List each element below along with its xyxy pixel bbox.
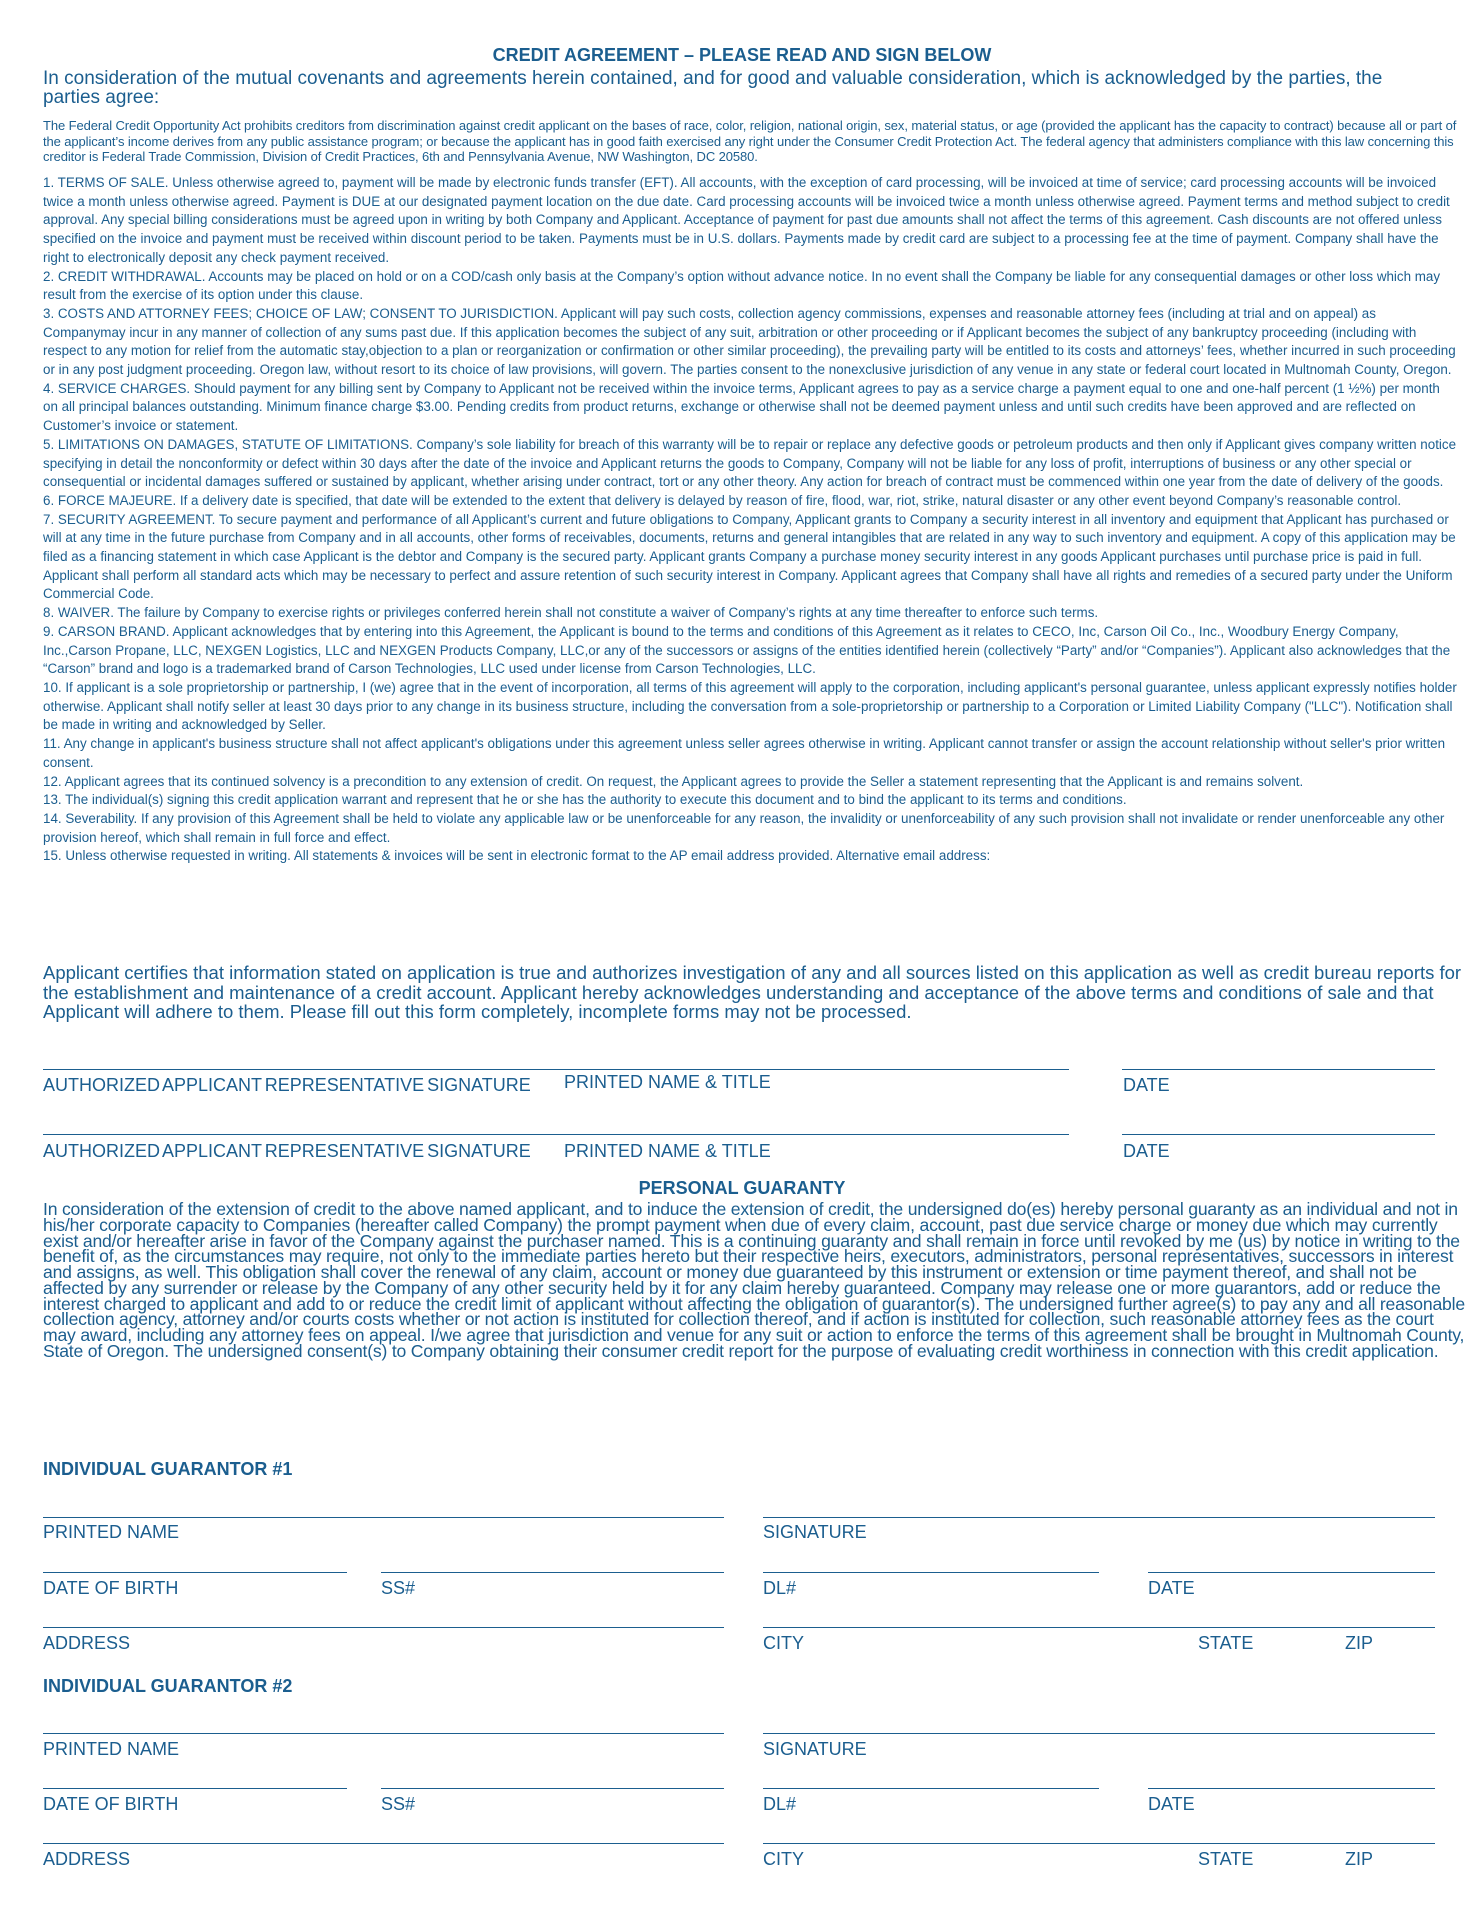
term-10: 10. If applicant is a sole proprietorship or partnership, I (we) agree that in the event of incorporation, all terms of this agreement will apply to the corporation, including applicant's personal guarantee, unless applicant expressly notifies holder otherwise. Applicant shall notify seller at least 30 days prior to any change in its business structure, including the conversation from a sole-proprietorship or partnership to a Corporation or Limited Liability Company ("LLC"). Notification shall be made in writing and acknowledged by Seller. (43, 679, 1457, 733)
term-14: 14. Severability. If any provision of this Agreement shall be held to violate any applicable law or be unenforceable for any reason, the invalidity or unenforceability of any such provision shall not invalidate or render unenforceable any other provision hereof, which shall remain in full force and effect. (43, 810, 1445, 845)
term-6: 6. FORCE MAJEURE. If a delivery date is specified, that date will be extended to the extent that delivery is delayed by reason of fire, flood, war, riot, strike, natural disaster or any other event beyond Company’s reasonable control. (43, 492, 1402, 508)
signature-label: SIGNATURE (763, 1739, 867, 1759)
date-line-2[interactable] (1122, 1134, 1435, 1135)
term-9: 9. CARSON BRAND. Applicant acknowledges that by entering into this Agreement, the Applicant is bound to the terms and conditions of this Agreement as it relates to CECO, Inc, Carson Oil Co., Inc., Woodbury Energy Company, Inc.,Carson Propane, LLC, NEXGEN Logistics, LLC and NEXGEN Products Company, LLC,or any of the successors or assigns of the entities identified herein (collectively “Party” and/or “Companies”). Applicant also acknowledges that the “Carson” brand and logo is a trademarked brand of Carson Technologies, LLC used under license from Carson Technologies, LLC. (43, 623, 1451, 677)
date-label: DATE (1148, 1794, 1195, 1814)
term-11: 11. Any change in applicant's business structure shall not affect applicant's obligations under this agreement unless seller agrees otherwise in writing. Applicant cannot transfer or assign the account relationship without seller's prior written consent. (43, 736, 1446, 770)
ss-line[interactable] (381, 1572, 724, 1573)
term-3: 3. COSTS AND ATTORNEY FEES; CHOICE OF LAW; CONSENT TO JURISDICTION. Applicant will pay such costs, collection agency commissions, expenses and reasonable attorney fees (including at trial and on appeal) as Companymay incur in any manner of collection of any sums past due. If this application becomes the subject of any suit, arbitration or other proceeding or if Applicant becomes the subject of any bankruptcy proceeding (including with respect to any motion for relief from the automatic stay,objection to a plan or reorganization or confirmation or other similar proceeding), the prevailing party will be entitled to its costs and attorneys’ fees, whether incurred in such proceeding or in any post judgment proceeding. Oregon law, without resort to its choice of law provisions, will govern. The parties consent to the nonexclusive jurisdiction of any venue in any state or federal court located in Multnomah County, Oregon. (43, 305, 1456, 378)
state-label: STATE (1198, 1633, 1254, 1653)
printed-name-label: PRINTED NAME (43, 1739, 180, 1759)
terms-list (43, 174, 1458, 866)
city-state-zip-line[interactable] (763, 1627, 1435, 1628)
dob-line[interactable] (43, 1788, 347, 1789)
ss-label: SS# (381, 1794, 416, 1814)
signature-line-1[interactable] (43, 1069, 1069, 1070)
date-line[interactable] (1148, 1572, 1435, 1573)
personal-guaranty-text: In consideration of the extension of credit to the above named applicant, and to induce the extension of credit, the undersigned do(es) hereby personal guaranty as an individual and not in his/her corporate capacity to Companies (hereafter called Company) the prompt payment when due of every claim, account, past due service charge or money due which may currently exist and/or hereafter arise in favor of the Company against the purchaser named. This is a continuing guaranty and shall remain in force until revoked by me (us) by notice in writing to the benefit of, as the circumstances may require, not only to the immediate parties hereto but their respective heirs, executors, administrators, personal representatives, successors in interest and assigns, as well. This obligation shall cover the renewal of any claim, account or money due guaranteed by this instrument or extension or time payment thereof, and shall not be affected by any surrender or release by the Company of any other security held by it for any claim hereby guaranteed. Company may release one or more guarantors, add or reduce the interest charged to applicant and add to or reduce the credit limit of applicant without affecting the obligation of guarantor(s). The undersigned further agree(s) to pay any and all reasonable collection agency, attorney and/or courts costs whether or not action is instituted for collection thereof, and if action is instituted for collection, such reasonable attorney fees as the court may award, including any attorney fees on appeal. I/we agree that jurisdiction and venue for any suit or action to enforce the terms of this agreement shall be brought in Multnomah County, State of Oregon. The undersigned consent(s) to Company obtaining their consumer credit report for the purpose of evaluating credit worthiness in connection with this credit application. (43, 1199, 1465, 1361)
guarantor-1-heading: INDIVIDUAL GUARANTOR #1 (43, 1459, 293, 1479)
term-5: 5. LIMITATIONS ON DAMAGES, STATUTE OF LIMITATIONS. Company’s sole liability for breach of this warranty will be to repair or replace any defective goods or petroleum products and then only if Applicant gives company written notice specifying in detail the nonconformity or defect within 30 days after the date of the invoice and Applicant returns the goods to Company, Company will not be liable for any loss of profit, interruptions of business or any other special or consequential or incidental damages suffered or sustained by applicant, whether arising under contract, tort or any other theory. Any action for breach of contract must be commenced within one year from the date of delivery of the goods. (43, 436, 1457, 490)
term-1: 1. TERMS OF SALE. Unless otherwise agreed to, payment will be made by electronic funds transfer (EFT). All accounts, with the exception of card processing, will be invoiced at time of service; card processing accounts will be invoiced twice a month unless otherwise agreed. Payment is DUE at our designated payment location on the due date. Card processing accounts will be invoiced twice a month unless otherwise agreed. Payment terms and method subject to credit approval. Any special billing considerations must be agreed upon in writing by both Company and Applicant. Acceptance of payment for past due amounts shall not affect the terms of this agreement. Cash discounts are not offered unless specified on the invoice and payment must be received within discount period to be taken. Payments must be in U.S. dollars. Payments made by credit card are subject to a processing fee at the time of payment. Company shall have the right to electronically deposit any check payment received. (43, 175, 1450, 265)
printed-name-title-label: PRINTED NAME & TITLE (564, 1072, 771, 1092)
address-line[interactable] (43, 1843, 724, 1844)
dob-label: DATE OF BIRTH (43, 1578, 179, 1598)
term-15: 15. Unless otherwise requested in writing. All statements & invoices will be sent in electronic format to the AP email address provided. Alternative email address: (43, 848, 991, 864)
signature-label: SIGNATURE (763, 1522, 867, 1542)
printed-name-line[interactable] (43, 1733, 724, 1734)
address-line[interactable] (43, 1627, 724, 1628)
dl-label: DL# (763, 1794, 797, 1814)
signature-label: AUTHORIZED APPLICANT REPRESENTATIVE SIGNATURE (43, 1075, 531, 1095)
date-line[interactable] (1148, 1788, 1435, 1789)
dl-line[interactable] (763, 1788, 1099, 1789)
zip-label: ZIP (1345, 1633, 1374, 1653)
city-label: CITY (763, 1633, 805, 1653)
ss-line[interactable] (381, 1788, 724, 1789)
term-12: 12. Applicant agrees that its continued solvency is a precondition to any extension of credit. On request, the Applicant agrees to provide the Seller a statement representing that the Applicant is and remains solvent. (43, 773, 1304, 789)
document-title: CREDIT AGREEMENT – PLEASE READ AND SIGN BELOW (492, 45, 992, 65)
date-label: DATE (1148, 1578, 1195, 1598)
city-label: CITY (763, 1849, 805, 1869)
date-label: DATE (1123, 1075, 1170, 1095)
printed-name-label: PRINTED NAME (43, 1522, 180, 1542)
dob-label: DATE OF BIRTH (43, 1794, 179, 1814)
zip-label: ZIP (1345, 1849, 1374, 1869)
signature-line[interactable] (763, 1733, 1435, 1734)
intro-text: In consideration of the mutual covenants and agreements herein contained, and for good and valuable consideration, which is acknowledged by the parties, the parties agree: (43, 68, 1383, 108)
personal-guaranty-heading: PERSONAL GUARANTY (638, 1178, 846, 1198)
address-label: ADDRESS (43, 1633, 131, 1653)
address-label: ADDRESS (43, 1849, 131, 1869)
signature-label: AUTHORIZED APPLICANT REPRESENTATIVE SIGNATURE (43, 1141, 531, 1161)
signature-line-2[interactable] (43, 1134, 1069, 1135)
dl-line[interactable] (763, 1572, 1099, 1573)
signature-line[interactable] (763, 1517, 1435, 1518)
term-7: 7. SECURITY AGREEMENT. To secure payment and performance of all Applicant’s current and future obligations to Company, Applicant grants to Company a security interest in all inventory and equipment that Applicant has purchased or will at any time in the future purchase from Company and in all accounts, other forms of receivables, documents, returns and general intangibles that are related in any way to such inventory and equipment. A copy of this application may be filed as a financing statement in which case Applicant is the debtor and Company is the secured party. Applicant grants Company a purchase money security interest in any goods Applicant purchases until purchase price is paid in full. Applicant shall perform all standard acts which may be necessary to perfect and assure retention of such security interest in Company. Applicant agrees that Company shall have all rights and remedies of a secured party under the Uniform Commercial Code. (43, 511, 1456, 602)
term-13: 13. The individual(s) signing this credit application warrant and represent that he or she has the authority to execute this document and to bind the applicant to its terms and conditions. (43, 792, 1127, 808)
date-line-1[interactable] (1122, 1069, 1435, 1070)
term-4: 4. SERVICE CHARGES. Should payment for any billing sent by Company to Applicant not be received within the invoice terms, Applicant agrees to pay as a service charge a payment equal to one and one-half percent (1 ½%) per month on all principal balances outstanding. Minimum finance charge $3.00. Pending credits from product returns, exchange or otherwise shall not be deemed payment unless and until such credits have been approved and are reflected on Customer’s invoice or statement. (43, 380, 1440, 434)
ss-label: SS# (381, 1578, 416, 1598)
city-state-zip-line[interactable] (763, 1843, 1435, 1844)
printed-name-title-label: PRINTED NAME & TITLE (564, 1141, 771, 1161)
certification-text: Applicant certifies that information stated on application is true and authorizes investigation of any and all sources listed on this application as well as credit bureau reports for the establishment and maintenance of a credit account. Applicant hereby acknowledges understanding and acceptance of the above terms and conditions of sale and that Applicant will adhere to them. Please fill out this form completely, incomplete forms may not be processed. (43, 962, 1462, 1022)
federal-notice: The Federal Credit Opportunity Act prohibits creditors from discrimination against credit applicant on the bases of race, color, religion, national origin, sex, material status, or age (provided the applicant has the capacity to contract) because all or part of the applicant’s income derives from any public assistance program; or because the applicant has in good faith exercised any right under the Consumer Credit Protection Act. The federal agency that administers compliance with this law concerning this creditor is Federal Trade Commission, Division of Credit Practices, 6th and Pennsylvania Avenue, NW Washington, DC 20580. (43, 118, 1457, 164)
dl-label: DL# (763, 1578, 797, 1598)
date-label: DATE (1123, 1141, 1170, 1161)
term-2: 2. CREDIT WITHDRAWAL. Accounts may be placed on hold or on a COD/cash only basis at the Company’s option without advance notice. In no event shall the Company be liable for any consequential damages or other loss which may result from the exercise of its option under this clause. (43, 268, 1441, 303)
guarantor-2-heading: INDIVIDUAL GUARANTOR #2 (43, 1676, 293, 1696)
term-8: 8. WAIVER. The failure by Company to exercise rights or privileges conferred herein shall not constitute a waiver of Company’s rights at any time thereafter to enforce such terms. (43, 605, 1099, 621)
dob-line[interactable] (43, 1572, 347, 1573)
state-label: STATE (1198, 1849, 1254, 1869)
printed-name-line[interactable] (43, 1517, 724, 1518)
